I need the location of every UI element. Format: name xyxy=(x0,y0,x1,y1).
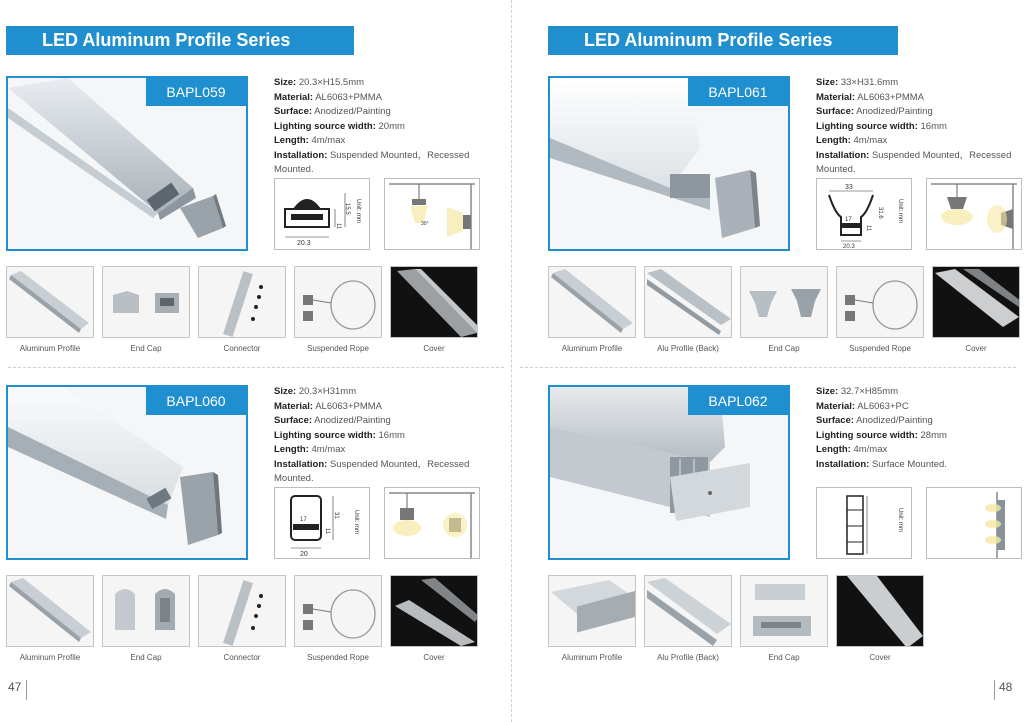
accessory-caption: Suspended Rope xyxy=(307,653,369,662)
spec-label: Length: xyxy=(816,135,851,146)
accessory-thumb xyxy=(932,266,1020,338)
spec-material: AL6063+PMMA xyxy=(315,91,383,103)
product-code: BAPL060 xyxy=(146,387,246,415)
spec-label: Installation: xyxy=(274,149,328,161)
accessory-item xyxy=(6,266,94,353)
accessory-thumb xyxy=(548,575,636,647)
spec-label: Material: xyxy=(274,91,314,103)
spec-surface: Anodized/Painting xyxy=(856,106,933,117)
product-code: BAPL062 xyxy=(688,387,788,415)
spec-size: 20.3×H31mm xyxy=(298,386,357,397)
section-divider xyxy=(520,367,1016,368)
product-bapl059 xyxy=(6,76,486,366)
spec-length: 4m/max xyxy=(311,444,346,455)
accessory-caption: Cover xyxy=(965,344,987,353)
accessory-thumb xyxy=(294,575,382,647)
spec-label: Lighting source width: xyxy=(274,429,376,441)
accessory-item xyxy=(390,266,478,353)
accessory-item xyxy=(198,575,286,662)
accessory-item xyxy=(644,575,732,662)
accessory-row xyxy=(548,575,1024,665)
spec-label: Surface: xyxy=(274,415,313,426)
accessory-thumb xyxy=(198,575,286,647)
unit-label: Unit: mm xyxy=(897,508,903,532)
section-divider xyxy=(8,367,504,368)
accessory-item xyxy=(390,575,478,662)
accessory-caption: End Cap xyxy=(768,653,800,662)
accessory-item xyxy=(6,575,94,662)
spec-label: Surface: xyxy=(816,106,855,117)
accessory-item xyxy=(740,266,828,353)
spec-installation: Suspended Mounted，Recessed Mounted. xyxy=(274,149,470,175)
accessory-caption: Alu Profile (Back) xyxy=(657,344,719,353)
spec-lighting-width: 28mm xyxy=(920,429,947,441)
page-number-rule xyxy=(994,680,995,700)
accessory-item xyxy=(102,266,190,353)
accessory-thumb xyxy=(198,266,286,338)
spec-label: Length: xyxy=(816,444,851,455)
spec-label: Lighting source width: xyxy=(274,120,376,132)
spec-label: Length: xyxy=(274,135,309,146)
spec-label: Installation: xyxy=(274,458,328,470)
unit-label: Unit: mm xyxy=(353,510,359,534)
spec-installation: Suspended Mounted，Recessed Mounted. xyxy=(816,149,1012,175)
accessory-item xyxy=(740,575,828,662)
accessory-item xyxy=(932,266,1020,353)
product-photo xyxy=(548,76,790,251)
dim-height-1: 11 xyxy=(324,528,330,535)
product-bapl060 xyxy=(6,385,486,675)
accessory-caption: Aluminum Profile xyxy=(561,653,623,662)
page-number-rule xyxy=(26,680,27,700)
accessory-row xyxy=(548,266,1024,356)
spec-label: Size: xyxy=(274,386,297,397)
spec-size: 20.3×H15.5mm xyxy=(298,77,365,88)
spec-surface: Anodized/Painting xyxy=(856,415,933,426)
accessory-caption: Suspended Rope xyxy=(849,344,911,353)
spec-label: Surface: xyxy=(816,415,855,426)
dim-width: 20.3 xyxy=(297,240,311,247)
spec-list xyxy=(816,76,1024,178)
spec-size: 33×H31.6mm xyxy=(840,77,899,88)
spec-installation: Suspended Mounted，Recessed Mounted. xyxy=(274,458,470,484)
accessory-thumb xyxy=(102,575,190,647)
product-code: BAPL061 xyxy=(688,78,788,106)
accessory-caption: Suspended Rope xyxy=(307,344,369,353)
spec-lighting-width: 16mm xyxy=(378,429,405,441)
installation-diagram xyxy=(384,487,480,559)
accessory-thumb xyxy=(390,266,478,338)
cross-section-drawing xyxy=(274,487,370,559)
spec-surface: Anodized/Painting xyxy=(314,415,391,426)
series-banner: LED Aluminum Profile Series xyxy=(6,26,354,55)
dim-inner: 17 xyxy=(300,517,307,523)
product-code: BAPL059 xyxy=(146,78,246,106)
spec-lighting-width: 16mm xyxy=(920,120,947,132)
spec-installation: Surface Mounted. xyxy=(871,458,947,470)
accessory-item xyxy=(644,266,732,353)
accessory-caption: Aluminum Profile xyxy=(19,344,81,353)
dim-width: 20.3 xyxy=(843,244,855,250)
spec-length: 4m/max xyxy=(311,135,346,146)
spec-list xyxy=(274,76,484,178)
accessory-item xyxy=(548,575,636,662)
dim-height-2: 15.5 xyxy=(344,203,350,215)
spec-label: Size: xyxy=(816,77,839,88)
spec-material: AL6063+PMMA xyxy=(857,91,925,103)
spec-label: Size: xyxy=(816,386,839,397)
product-photo xyxy=(6,385,248,560)
cross-section-drawing xyxy=(274,178,370,250)
product-bapl062 xyxy=(548,385,1024,675)
accessory-thumb xyxy=(740,266,828,338)
dim-height-2: 31.6 xyxy=(877,207,883,219)
installation-diagram xyxy=(926,178,1022,250)
cross-section-drawing xyxy=(816,178,912,250)
accessory-caption: Aluminum Profile xyxy=(561,344,623,353)
spec-size: 32.7×H85mm xyxy=(840,386,899,397)
product-photo xyxy=(6,76,248,251)
accessory-item xyxy=(836,575,924,662)
spec-length: 4m/max xyxy=(853,135,888,146)
spec-label: Length: xyxy=(274,444,309,455)
accessory-caption: End Cap xyxy=(130,653,162,662)
dim-width: 20 xyxy=(300,551,308,558)
accessory-row xyxy=(6,575,486,665)
spec-label: Lighting source width: xyxy=(816,429,918,441)
dim-top-width: 33 xyxy=(845,184,853,191)
dim-inner: 17 xyxy=(845,217,852,223)
product-photo xyxy=(548,385,790,560)
accessory-thumb xyxy=(644,575,732,647)
accessory-item xyxy=(836,266,924,353)
accessory-thumb xyxy=(836,575,924,647)
accessory-caption: Cover xyxy=(869,653,891,662)
accessory-caption: Connector xyxy=(223,653,261,662)
accessory-caption: Alu Profile (Back) xyxy=(657,653,719,662)
spec-label: Material: xyxy=(816,400,856,412)
spec-label: Size: xyxy=(274,77,297,88)
dim-height-1: 11 xyxy=(335,223,341,230)
page-number: 47 xyxy=(8,680,22,694)
accessory-item xyxy=(548,266,636,353)
accessory-item xyxy=(102,575,190,662)
accessory-item xyxy=(294,266,382,353)
spec-surface: Anodized/Painting xyxy=(314,106,391,117)
accessory-caption: End Cap xyxy=(130,344,162,353)
accessory-thumb xyxy=(102,266,190,338)
accessory-thumb xyxy=(644,266,732,338)
dim-height-2: 31 xyxy=(333,512,339,519)
page-number: 48 xyxy=(999,680,1013,694)
unit-label: Unit: mm xyxy=(355,199,361,223)
series-banner: LED Aluminum Profile Series xyxy=(548,26,898,55)
cross-section-drawing xyxy=(816,487,912,559)
installation-diagram xyxy=(384,178,480,250)
accessory-thumb xyxy=(6,575,94,647)
accessory-item xyxy=(294,575,382,662)
spec-length: 4m/max xyxy=(853,444,888,455)
spec-label: Installation: xyxy=(816,149,870,161)
unit-label: Unit: mm xyxy=(897,199,903,223)
spec-list xyxy=(274,385,484,487)
spec-label: Material: xyxy=(274,400,314,412)
installation-diagram xyxy=(926,487,1022,559)
accessory-row xyxy=(6,266,486,356)
spec-lighting-width: 20mm xyxy=(378,120,405,132)
accessory-caption: Connector xyxy=(223,344,261,353)
accessory-caption: Cover xyxy=(423,344,445,353)
spec-label: Material: xyxy=(816,91,856,103)
spec-list xyxy=(816,385,1024,472)
catalog-page-right xyxy=(512,0,1024,722)
spec-label: Installation: xyxy=(816,458,870,470)
accessory-item xyxy=(198,266,286,353)
spec-material: AL6063+PC xyxy=(857,400,909,412)
accessory-caption: Aluminum Profile xyxy=(19,653,81,662)
accessory-thumb xyxy=(836,266,924,338)
product-bapl061 xyxy=(548,76,1024,366)
accessory-thumb xyxy=(548,266,636,338)
accessory-thumb xyxy=(294,266,382,338)
dim-height-1: 11 xyxy=(865,225,871,232)
accessory-thumb xyxy=(390,575,478,647)
accessory-caption: Cover xyxy=(423,653,445,662)
spec-label: Surface: xyxy=(274,106,313,117)
accessory-thumb xyxy=(6,266,94,338)
beam-angle-label: 30° xyxy=(421,221,429,227)
accessory-caption: End Cap xyxy=(768,344,800,353)
spec-label: Lighting source width: xyxy=(816,120,918,132)
accessory-thumb xyxy=(740,575,828,647)
spec-material: AL6063+PMMA xyxy=(315,400,383,412)
